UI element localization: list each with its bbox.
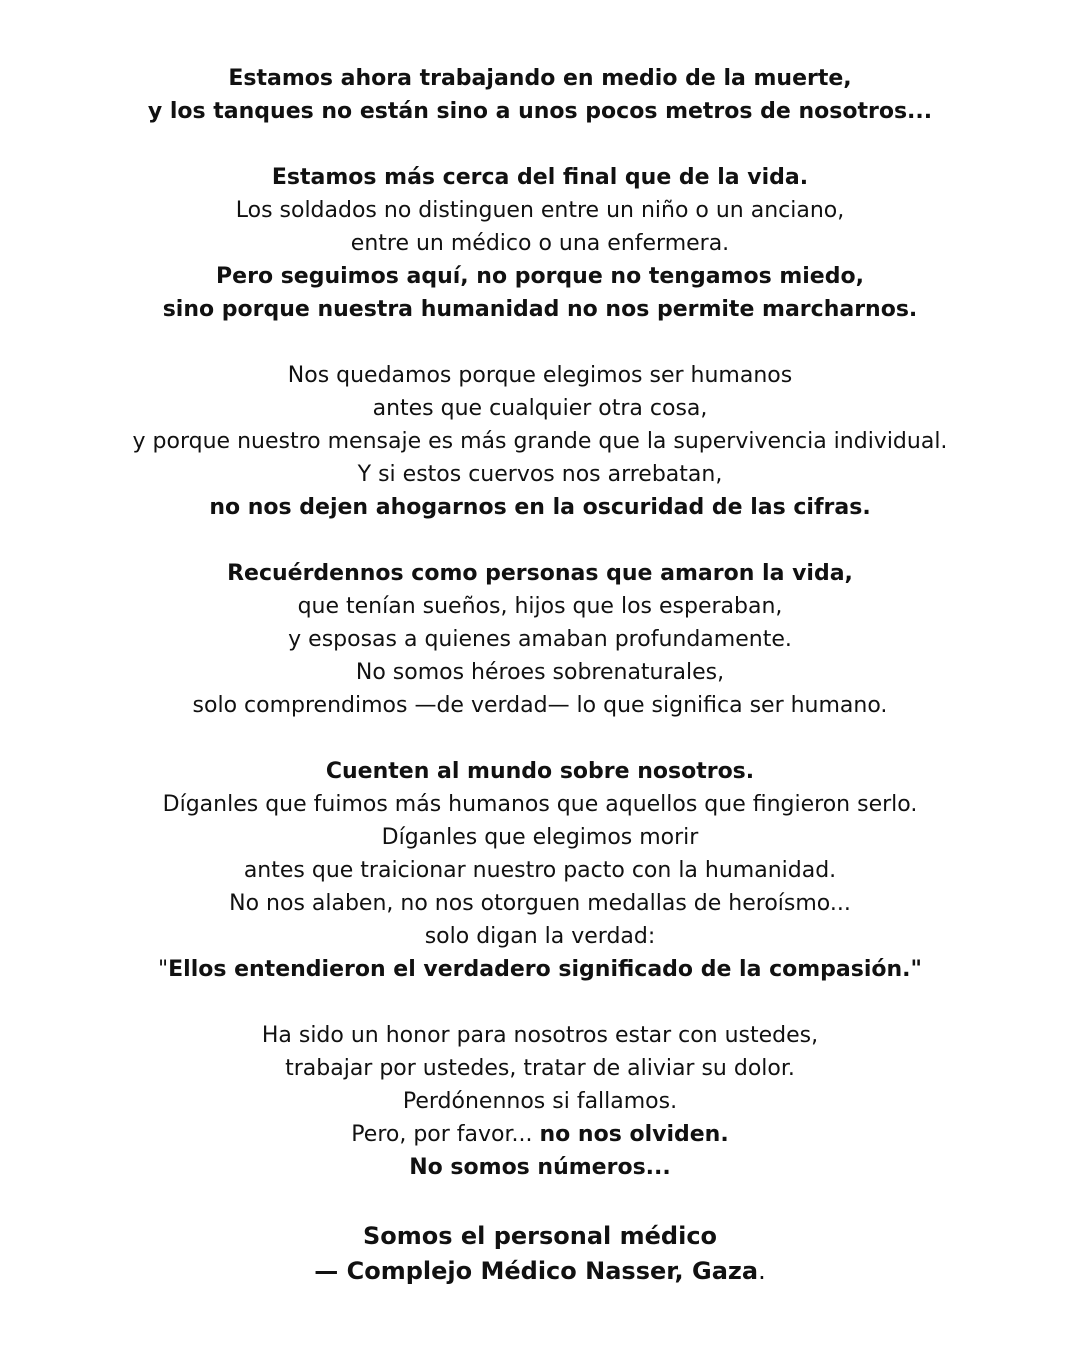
stanza-6-line-3: Perdónennos si fallamos. bbox=[402, 1089, 678, 1114]
stanza-gap bbox=[0, 524, 1080, 557]
stanza-6 bbox=[0, 1019, 1080, 1184]
stanza-gap bbox=[0, 722, 1080, 755]
signature bbox=[0, 1219, 1080, 1289]
stanza-gap bbox=[0, 128, 1080, 161]
do-not-forget-text: no nos olviden. bbox=[539, 1122, 729, 1147]
please-text: Pero, por favor... bbox=[351, 1122, 540, 1147]
stanza-5-line-1: Cuenten al mundo sobre nosotros. bbox=[325, 759, 755, 784]
letter-text bbox=[0, 62, 1080, 1289]
signature-line-2 bbox=[0, 1254, 1080, 1289]
stanza-6-line-4 bbox=[0, 1118, 1080, 1151]
signature-org: — Complejo Médico Nasser, Gaza bbox=[314, 1257, 759, 1285]
stanza-4-line-1: Recuérdennos como personas que amaron la vida, bbox=[227, 561, 853, 586]
stanza-2 bbox=[0, 161, 1080, 326]
signature-line-1: Somos el personal médico bbox=[362, 1222, 718, 1250]
stanza-4-line-4: No somos héroes sobrenaturales, bbox=[355, 660, 725, 685]
stanza-2-line-4: Pero seguimos aquí, no porque no tengamos miedo, bbox=[216, 264, 864, 289]
stanza-4-line-5: solo comprendimos —de verdad— lo que significa ser humano. bbox=[192, 693, 888, 718]
stanza-4 bbox=[0, 557, 1080, 722]
stanza-2-line-5: sino porque nuestra humanidad no nos permite marcharnos. bbox=[162, 297, 918, 322]
stanza-5-line-3: Díganles que elegimos morir bbox=[381, 825, 699, 850]
stanza-2-line-1: Estamos más cerca del final que de la vida. bbox=[271, 165, 809, 190]
stanza-5-line-2: Díganles que fuimos más humanos que aquellos que fingieron serlo. bbox=[162, 792, 918, 817]
signature-period: . bbox=[758, 1257, 766, 1285]
stanza-1-line-2: y los tanques no están sino a unos pocos metros de nosotros... bbox=[147, 99, 933, 124]
stanza-3-line-3: y porque nuestro mensaje es más grande que la supervivencia individual. bbox=[132, 429, 948, 454]
stanza-3-line-1: Nos quedamos porque elegimos ser humanos bbox=[287, 363, 793, 388]
stanza-5-line-4: antes que traicionar nuestro pacto con la humanidad. bbox=[243, 858, 837, 883]
stanza-3-line-5: no nos dejen ahogarnos en la oscuridad de las cifras. bbox=[209, 495, 871, 520]
stanza-3 bbox=[0, 359, 1080, 524]
open-quote: " bbox=[158, 957, 169, 982]
stanza-1-line-1: Estamos ahora trabajando en medio de la muerte, bbox=[228, 66, 852, 91]
stanza-5-line-7 bbox=[0, 953, 1080, 986]
stanza-2-line-3: entre un médico o una enfermera. bbox=[350, 231, 730, 256]
stanza-3-line-4: Y si estos cuervos nos arrebatan, bbox=[357, 462, 723, 487]
stanza-1 bbox=[0, 62, 1080, 128]
stanza-2-line-2: Los soldados no distinguen entre un niño o un anciano, bbox=[235, 198, 845, 223]
stanza-6-line-1: Ha sido un honor para nosotros estar con ustedes, bbox=[261, 1023, 819, 1048]
stanza-3-line-2: antes que cualquier otra cosa, bbox=[372, 396, 708, 421]
stanza-gap bbox=[0, 1184, 1080, 1217]
stanza-6-line-5: No somos números... bbox=[409, 1155, 671, 1180]
stanza-5 bbox=[0, 755, 1080, 986]
compassion-quote: Ellos entendieron el verdadero significado de la compasión." bbox=[168, 957, 922, 982]
stanza-gap bbox=[0, 326, 1080, 359]
stanza-5-line-5: No nos alaben, no nos otorguen medallas de heroísmo... bbox=[229, 891, 851, 916]
stanza-4-line-2: que tenían sueños, hijos que los esperaban, bbox=[297, 594, 783, 619]
stanza-gap bbox=[0, 986, 1080, 1019]
stanza-6-line-2: trabajar por ustedes, tratar de aliviar su dolor. bbox=[285, 1056, 795, 1081]
stanza-4-line-3: y esposas a quienes amaban profundamente. bbox=[288, 627, 792, 652]
stanza-5-line-6: solo digan la verdad: bbox=[424, 924, 656, 949]
